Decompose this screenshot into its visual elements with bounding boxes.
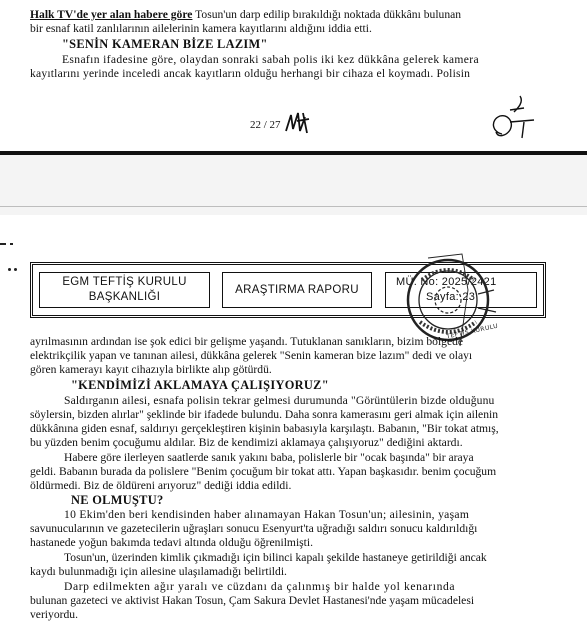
page-label: Sayfa: 23 bbox=[426, 291, 476, 303]
top-line-2: bir esnaf katil zanlılarının ailelerinin kamera kayıtlarını aldığını iddia etti. bbox=[30, 22, 372, 35]
p1-line-2: elektrikçilik yapan ve tanınan ailesi, dükkâna gelerek "Senin kameran bize lazım" dedi ve olayı bbox=[30, 349, 473, 362]
p2-line-2: söylersin, bizden alırlar" şeklinde bir ifadede bulundu. Daha sonra kamerasını geri almak için ailenin bbox=[30, 408, 499, 421]
initials-signature bbox=[283, 109, 317, 137]
p5-line-2: kaydı bulunmadığı için ailesine ulaşılamadığı belirtildi. bbox=[30, 565, 287, 578]
institution-line-2: BAŞKANLIĞI bbox=[88, 291, 161, 303]
p6-line-1: Darp edilmekten ağır yaralı ve cüzdanı da çalınmış bir halde yol kenarında bbox=[64, 580, 456, 593]
p4-line-1: 10 Ekim'den beri kendisinden haber alınamayan Hakan Tosun'un; ailesinin, yaşam bbox=[64, 508, 470, 521]
p1-line-3: gören kamerayı kayıt cihazıyla birlikte alıp götürdü. bbox=[30, 363, 272, 376]
institution-line-1: EGM TEFTİŞ KURULU bbox=[62, 276, 187, 288]
signature bbox=[484, 92, 544, 144]
top-line-1-lead: Halk TV'de yer alan habere göre bbox=[30, 8, 193, 21]
p4-line-2: savunucularının ve gazetecilerin uğraşları sonucu Esenyurt'ta uğradığı saldırı sonucu kaldırıldığı bbox=[30, 522, 478, 535]
p6-line-2: bulunan gazeteci ve aktivist Hakan Tosun, Çam Sakura Devlet Hastanesi'nde yaşam mücadelesi bbox=[30, 594, 475, 607]
p2-line-4: bu yüzden benim çocuğumu aldılar. Biz de kendimizi aklamaya çalışıyoruz" dediğini aktardı. bbox=[30, 436, 463, 449]
section-heading-1: "KENDİMİZİ AKLAMAYA ÇALIŞIYORUZ" bbox=[71, 378, 329, 392]
margin-mark bbox=[8, 268, 11, 271]
top-heading: "SENİN KAMERAN BİZE LAZIM" bbox=[62, 37, 268, 51]
section-heading-2: NE OLMUŞTU? bbox=[71, 493, 164, 507]
p2-line-1: Saldırganın ailesi, esnafa polisin tekrar gelmesi durumunda "Görüntülerin bizde olduğunu bbox=[64, 394, 495, 407]
top-line-1-text: Tosun'un darp edilip bırakıldığı noktada dükkânı bulunan bbox=[192, 8, 462, 21]
p4-line-3: hastanede yoğun bakımda tedavi altında olduğu öğrenilmişti. bbox=[30, 536, 314, 549]
top-line-3: Esnafın ifadesine göre, olaydan sonraki sabah polis iki kez dükkâna gelerek kamera bbox=[62, 53, 479, 66]
p5-line-1: Tosun'un, üzerinden kimlik çıkmadığı için bilinci kapalı şekilde hastaneye getirildiği ancak bbox=[64, 551, 487, 564]
page-separator-line bbox=[0, 206, 587, 207]
margin-mark bbox=[0, 243, 6, 245]
p2-line-3: dükkânına giden esnaf, saldırıyı gerçekleştiren kişinin babasıyla karşılaştı. Babanın, "Bir tokat atmış, bbox=[30, 422, 499, 435]
stamp-text: TEFTİŞ KURULU bbox=[445, 322, 499, 341]
p1-line-1: ayrılmasının ardından ise şok edici bir gelişme yaşandı. Tutuklanan sanıkların, bizim bölgede bbox=[30, 335, 464, 348]
p3-line-1: Habere göre ilerleyen saatlerde sanık yakını baba, polislerle bir "ocak başında" bir araya bbox=[64, 451, 474, 464]
p3-line-3: öldürmedi. Biz de öldüreni arıyoruz" dediği iddia edildi. bbox=[30, 479, 292, 492]
margin-mark bbox=[10, 243, 13, 245]
header-cell-institution bbox=[39, 272, 210, 308]
top-line-4: kayıtlarını yerinde inceledi ancak kayıtların olduğu herhangi bir cihaza el koymadı. Polisin bbox=[30, 67, 471, 80]
top-line-1 bbox=[30, 8, 567, 22]
header-cell-report-type: ARAŞTIRMA RAPORU bbox=[222, 272, 372, 308]
p6-line-3: veriyordu. bbox=[30, 608, 78, 621]
p3-line-2: geldi. Babanın burada da polislere "Benim çocuğum bir tokat attı. Yapan başkasıdır. benim çocuğum bbox=[30, 465, 497, 478]
page-number: 22 / 27 bbox=[250, 119, 281, 131]
margin-mark bbox=[14, 268, 17, 271]
file-number: MÜ. No: 2025/2421 bbox=[396, 276, 497, 288]
